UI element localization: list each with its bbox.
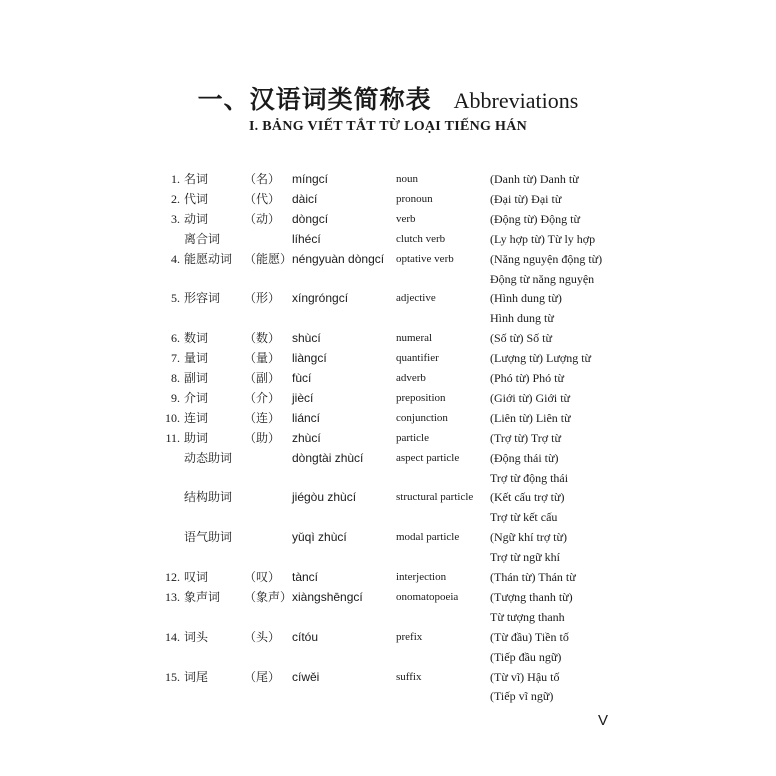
pinyin: fùcí — [292, 371, 312, 385]
english-term: verb — [396, 213, 416, 225]
chinese-term: 动态助词 — [184, 451, 233, 465]
row-number: 10. — [165, 411, 180, 425]
chinese-term: 语气助词 — [184, 530, 233, 544]
chinese-term: 结构助词 — [184, 490, 233, 504]
row-number: 14. — [165, 630, 180, 644]
vietnamese-term: Trợ từ kết cấu — [490, 510, 558, 524]
chinese-term: 助词 — [184, 431, 209, 445]
vietnamese-term: (Động từ) Động từ — [490, 212, 580, 226]
pinyin: jiégòu zhùcí — [292, 490, 357, 504]
row-number: 4. — [171, 252, 180, 266]
table-row — [0, 308, 776, 328]
pinyin: dòngcí — [292, 212, 329, 226]
pinyin: jiècí — [292, 391, 314, 405]
chinese-term: 量词 — [184, 351, 209, 365]
table-row — [0, 448, 776, 468]
chinese-abbreviation: （名） — [244, 172, 281, 186]
row-number: 11. — [165, 431, 180, 445]
chinese-abbreviation: （连） — [244, 411, 281, 425]
vietnamese-term: (Liên từ) Liên từ — [490, 411, 571, 425]
row-number: 6. — [171, 331, 180, 345]
chinese-term: 叹词 — [184, 570, 209, 584]
vietnamese-term: Hình dung từ — [490, 311, 554, 325]
vietnamese-term: (Kết cấu trợ từ) — [490, 490, 565, 504]
english-term: preposition — [396, 392, 446, 404]
chinese-term: 连词 — [184, 411, 209, 425]
vietnamese-term: (Hình dung từ) — [490, 291, 562, 305]
table-row — [0, 209, 776, 229]
vietnamese-term: Trợ từ động thái — [490, 471, 569, 485]
table-row — [0, 507, 776, 527]
row-number: 13. — [165, 590, 180, 604]
table-row — [0, 388, 776, 408]
table-row — [0, 368, 776, 388]
row-number: 9. — [171, 391, 180, 405]
row-number: 15. — [165, 670, 180, 684]
pinyin: dòngtài zhùcí — [292, 451, 364, 465]
table-row — [0, 567, 776, 587]
table-row — [0, 487, 776, 507]
vietnamese-term: (Giới từ) Giới từ — [490, 391, 571, 405]
row-number: 3. — [171, 212, 180, 226]
vietnamese-term: Từ tượng thanh — [490, 610, 565, 624]
english-term: particle — [396, 432, 429, 444]
row-number: 1. — [171, 172, 180, 186]
english-term: modal particle — [396, 531, 460, 543]
chinese-abbreviation: （介） — [244, 391, 281, 405]
table-row — [0, 587, 776, 607]
chinese-term: 象声词 — [184, 590, 221, 604]
page-subtitle: I. BẢNG VIẾT TẮT TỪ LOẠI TIẾNG HÁN — [248, 119, 528, 134]
table-row — [0, 408, 776, 428]
pinyin: cíwěi — [292, 670, 320, 684]
english-term: clutch verb — [396, 233, 446, 245]
pinyin: míngcí — [292, 172, 329, 186]
english-term: adverb — [396, 372, 426, 384]
english-term: interjection — [396, 571, 447, 583]
table-row — [0, 547, 776, 567]
chinese-term: 代词 — [184, 192, 209, 206]
row-number: 2. — [171, 192, 180, 206]
vietnamese-term: (Thán từ) Thán từ — [490, 570, 576, 584]
chinese-abbreviation: （象声） — [244, 590, 293, 604]
vietnamese-term: (Từ đầu) Tiền tố — [490, 630, 569, 644]
table-row — [0, 229, 776, 249]
table-row — [0, 686, 776, 706]
english-term: quantifier — [396, 352, 439, 364]
chinese-term: 数词 — [184, 331, 209, 345]
table-row — [0, 348, 776, 368]
chinese-abbreviation: （尾） — [244, 670, 281, 684]
table-row — [0, 189, 776, 209]
english-term: pronoun — [396, 193, 433, 205]
chinese-term: 介词 — [184, 391, 209, 405]
chinese-abbreviation: （助） — [244, 431, 281, 445]
english-term: aspect particle — [396, 452, 460, 464]
chinese-abbreviation: （能愿） — [244, 252, 293, 266]
chinese-abbreviation: （叹） — [244, 570, 281, 584]
row-number: 8. — [171, 371, 180, 385]
chinese-abbreviation: （头） — [244, 630, 281, 644]
table-row — [0, 627, 776, 647]
vietnamese-term: (Đại từ) Đại từ — [490, 192, 562, 206]
pinyin: dàicí — [292, 192, 318, 206]
row-number: 12. — [165, 570, 180, 584]
table-row — [0, 667, 776, 687]
table-row — [0, 527, 776, 547]
vietnamese-term: (Tiếp vĩ ngữ) — [490, 689, 554, 703]
vietnamese-term: (Năng nguyện động từ) — [490, 252, 603, 266]
vietnamese-term: (Tiếp đầu ngữ) — [490, 650, 562, 664]
chinese-term: 副词 — [184, 371, 209, 385]
table-row — [0, 647, 776, 667]
vietnamese-term: (Lượng từ) Lượng từ — [490, 351, 592, 365]
chinese-abbreviation: （副） — [244, 371, 281, 385]
pinyin: liáncí — [292, 411, 321, 425]
chinese-term: 词尾 — [184, 670, 209, 684]
pinyin: cítóu — [292, 630, 319, 644]
pinyin: xiàngshēngcí — [292, 590, 363, 604]
table-row — [0, 607, 776, 627]
english-term: conjunction — [396, 412, 448, 424]
english-term: onomatopoeia — [396, 591, 459, 603]
vietnamese-term: (Trợ từ) Trợ từ — [490, 431, 561, 445]
chinese-abbreviation: （动） — [244, 212, 281, 226]
vietnamese-term: (Ngữ khí trợ từ) — [490, 530, 568, 544]
chinese-term: 名词 — [184, 172, 209, 186]
table-row — [0, 468, 776, 488]
pinyin: xíngróngcí — [292, 291, 349, 305]
english-term: prefix — [396, 631, 423, 643]
table-row — [0, 169, 776, 189]
english-term: numeral — [396, 332, 433, 344]
english-term: suffix — [396, 671, 422, 683]
row-number: 7. — [171, 351, 180, 365]
english-term: noun — [396, 173, 418, 185]
chinese-abbreviation: （数） — [244, 331, 281, 345]
vietnamese-term: (Số từ) Số từ — [490, 331, 553, 345]
vietnamese-term: (Từ vĩ) Hậu tố — [490, 670, 560, 684]
pinyin: tàncí — [292, 570, 319, 584]
row-number: 5. — [171, 291, 180, 305]
english-term: optative verb — [396, 253, 454, 265]
chinese-term: 词头 — [184, 630, 209, 644]
pinyin: yǔqì zhùcí — [292, 530, 347, 544]
chinese-abbreviation: （代） — [244, 192, 281, 206]
page-number: V — [598, 712, 609, 729]
table-row — [0, 428, 776, 448]
table-row — [0, 249, 776, 269]
chinese-term: 离合词 — [184, 232, 221, 246]
pinyin: shùcí — [292, 331, 321, 345]
table-row — [0, 288, 776, 308]
title-english: Abbreviations — [453, 88, 579, 113]
pinyin: zhùcí — [292, 431, 321, 445]
title-chinese: 一、汉语词类简称表 — [197, 85, 432, 114]
english-term: structural particle — [396, 491, 474, 503]
chinese-abbreviation: （量） — [244, 351, 281, 365]
vietnamese-term: (Động thái từ) — [490, 451, 559, 465]
chinese-abbreviation: （形） — [244, 291, 281, 305]
chinese-term: 形容词 — [184, 291, 221, 305]
vietnamese-term: Trợ từ ngữ khí — [490, 550, 560, 564]
pinyin: néngyuàn dòngcí — [292, 252, 385, 266]
vietnamese-term: (Phó từ) Phó từ — [490, 371, 565, 385]
vietnamese-term: (Danh từ) Danh từ — [490, 172, 579, 186]
vietnamese-term: Động từ năng nguyện — [490, 272, 595, 286]
vietnamese-term: (Tượng thanh từ) — [490, 590, 573, 604]
chinese-term: 动词 — [184, 212, 209, 226]
pinyin: líhécí — [292, 232, 321, 246]
pinyin: liàngcí — [292, 351, 327, 365]
chinese-term: 能愿动词 — [184, 252, 233, 266]
english-term: adjective — [396, 292, 436, 304]
vietnamese-term: (Ly hợp từ) Từ ly hợp — [490, 232, 596, 246]
table-row — [0, 269, 776, 289]
table-row — [0, 328, 776, 348]
